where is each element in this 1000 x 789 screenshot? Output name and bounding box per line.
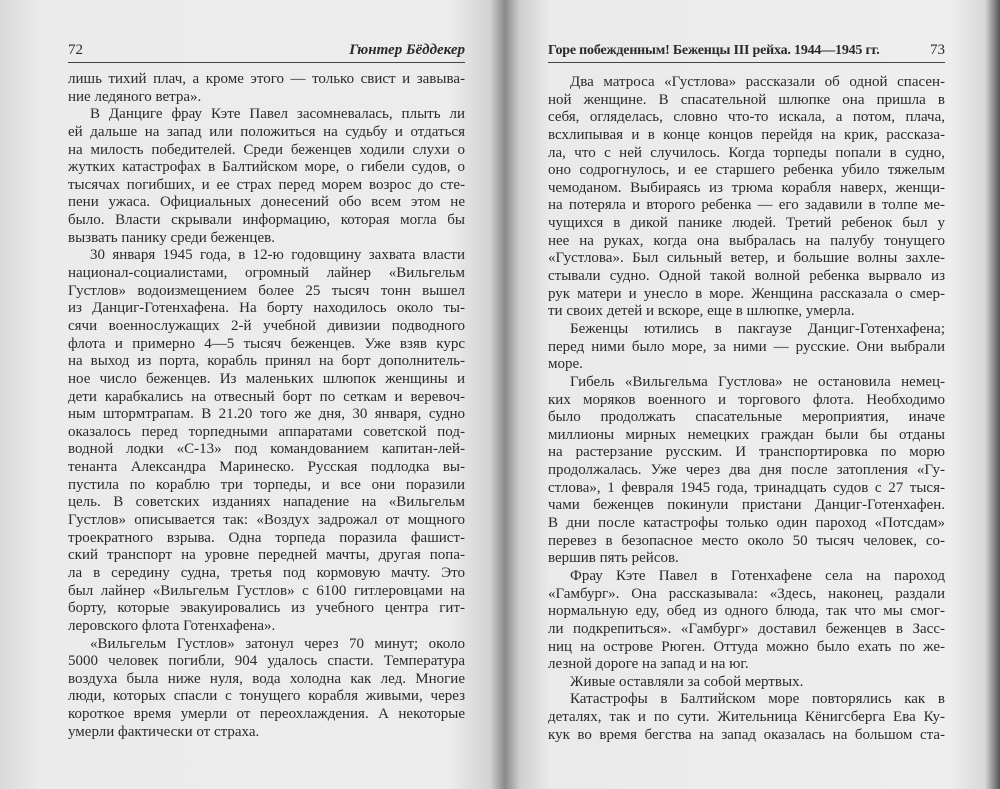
text-line: цель. В советских изданиях нападение на «Вильгельм [68,494,465,511]
text-line: пустила по кораблю три торпеды, и все они поразили [68,476,465,493]
text-line: перед ними было море, за ними — русские. Они выбрали [548,338,945,355]
text-line: Живые оставляли за собой мертвых. [570,673,804,690]
text-line: «Густлова». Был сильный ветер, и большие волны захле- [548,250,945,267]
paragraph [548,74,945,321]
paragraph [548,568,945,674]
text-line: чущихся в дикой панике людей. Третий ребенок был у [548,215,945,232]
text-line: флота и примерно 4—5 тысяч беженцев. Уже взяв курс [68,335,465,352]
text-line: тысячах погибших, и ее страх перед морем возрос до сте- [68,176,465,193]
paragraph [548,674,945,692]
text-line: леровского флота Готенхафена». [68,617,276,634]
text-line: ное число беженцев. Из маленьких шлюпок женщины и [68,370,465,387]
text-line: ский транспорт на уровне передней мачты, другая попа- [68,547,465,564]
text-line: лишь тихий плач, а кроме этого — только свист и завыва- [68,71,465,87]
text-line: «Гамбург». Она рассказывала: «Здесь, наконец, раздали [548,585,945,602]
text-line: троекратного взрыва. Одна торпеда поразила фашист- [68,529,465,546]
text-line: на растерзание русским. И транспортировка по морю [548,444,945,461]
text-line: дети карабкались на отвесный борт по сеткам и веревоч- [68,388,465,405]
text-line: В дни после катастрофы только один пароход «Потсдам» [548,515,945,532]
text-line: ей дальше на запад или положиться на судьбу и отдаться [68,123,465,140]
text-line: водной лодки «С-13» под командованием капитан-лей- [68,441,465,458]
text-line: ла в середину судна, третья под кормовую мачту. Это [68,564,465,581]
left-page-header [68,40,465,63]
text-line: оно содрогнулось, и ее старшего ребенка убило тяжелым [548,162,945,179]
page-number: 73 [930,42,945,58]
text-line: из Данциг-Готенхафена. На борту находилось около ты- [68,300,465,317]
text-line: нее на руках, когда она выбралась на палубу тонущего [548,232,945,249]
paragraph [548,321,945,374]
paragraph [68,106,465,247]
text-line: 5000 человек погибли, 904 удалось спасти. Температура [68,653,465,670]
text-line: тенанта Александра Маринеско. Русская подлодка вы- [68,459,465,476]
text-line: ной женщине. В спасательной шлюпке она пришла в [548,91,945,108]
text-line: вершив пять рейсов. [548,550,679,567]
right-page-header [548,40,945,63]
text-line: на милость победителей. Среди беженцев ходили слухи о [68,141,465,158]
text-line: ным штормтрапам. В 21.20 того же дня, 30 января, судно [68,406,465,423]
paragraph [68,71,465,106]
text-line: ли подкрепиться». «Гамбург» доставил беженцев в Засс- [548,620,945,637]
text-line: умерли фактически от страха. [68,723,260,740]
text-line: рук матери и унесло в море. Женщина рассказала о смер- [548,285,945,302]
text-line: жутких катастрофах в Балтийском море, о гибели судов, о [68,159,465,176]
running-head: Гюнтер Бёддекер [349,42,465,58]
text-line: стывали судно. Одной такой волной ребенка вырвало из [548,268,945,285]
text-line: был лайнер «Вильгельм Густлов» с 6100 гитлеровцами на [68,582,465,599]
text-line: В Данциге фрау Кэте Павел засомневалась, плыть ли [90,106,465,123]
text-line: ние ледяного ветра». [68,88,202,105]
paragraph [548,691,945,744]
text-line: Густлов» описывается так: «Воздух задрожал от мощного [68,512,465,529]
text-line: ких моряков военного и торгового флота. Необходимо [548,391,945,408]
text-line: ти своих детей и вскоре, еще в шлюпке, умерла. [548,303,855,320]
text-line: люди, которых спасли с тонущего корабля живыми, через [68,688,465,705]
right-page-body [548,74,945,744]
text-line: себя, огляделась, словно что-то искала, а потом, плача, [548,109,945,126]
text-line: вызвать панику среди беженцев. [68,229,275,246]
text-line: перевез в безопасное место около 50 тысяч человек, со- [548,532,945,549]
text-line: сячи военнослужащих 2-й учебной дивизии подводного [68,317,465,334]
text-line: кук во время бегства на запад оказалась на большом ста- [548,726,945,743]
text-line: воздуха была ниже нуля, вода холодна как лед. Многие [68,670,465,687]
left-page-body [68,71,465,741]
text-line: ла, что с ней случилось. Когда торпеды попали в судно, [548,144,945,161]
text-line: на выход из порта, корабль принял на борт дополнитель- [68,353,465,370]
text-line: 30 января 1945 года, в 12-ю годовщину захвата власти [90,247,465,264]
text-line: ниц на острове Рюген. Оттуда можно было ехать по же- [548,638,945,655]
text-line: Беженцы ютились в пакгаузе Данциг-Готенхафена; [570,320,945,337]
text-line: «Вильгельм Густлов» затонул через 70 минут; около [90,635,465,652]
paragraph [68,636,465,742]
text-line: лезной дороге на запад и на юг. [548,656,749,673]
text-line: Катастрофы в Балтийском море повторялись как в [570,691,945,708]
text-line: Гибель «Вильгельма Густлова» не остановила немец- [570,373,945,390]
text-line: Два матроса «Густлова» рассказали об одной спасен- [570,74,945,90]
text-line: стлова», 1 февраля 1945 года, тринадцать судов с 27 тыся- [548,479,945,496]
running-head: Горе побежденным! Беженцы III рейха. 1944—1945 гг. [548,43,880,58]
text-line: короткое время умерли от переохлаждения. А некоторые [68,706,465,723]
text-line: было. Власти скрывали информацию, которая могла бы [68,212,465,229]
text-line: на потеряла и второго ребенка — его задавили в толпе ме- [548,197,945,214]
text-line: борту, которые эвакуировались из учебного центра гит- [68,600,465,617]
text-line: чемоданом. Выбираясь из трюма корабля наверх, женщи- [548,179,945,196]
text-line: чами беженцев покинули пристани Данциг-Готенхафен. [548,497,945,514]
text-line: пени ужаса. Официальных донесений обо всем этом не [68,194,465,211]
text-line: продолжалась. Уже через два дня после затопления «Гу- [548,462,945,479]
page-number: 72 [68,42,83,58]
text-line: Густлов» водоизмещением более 25 тысяч тонн вышел [68,282,465,299]
text-line: всхлипывая и в конце концов перейдя на крик, рассказа- [548,126,945,143]
text-line: море. [548,356,583,373]
text-line: национал-социалистами, огромный лайнер «Вильгельм [68,265,465,282]
text-line: миллионы мирных немецких граждан были бы отданы [548,426,945,443]
text-line: оказалось перед торпедными аппаратами советской под- [68,423,465,440]
text-line: Фрау Кэте Павел в Готенхафене села на пароход [570,567,945,584]
paragraph [68,247,465,635]
text-line: деталях, так и по сути. Жительница Кёнигсберга Ева Ку- [548,709,945,726]
text-line: было продолжать спасательные мероприятия, иначе [548,409,945,426]
paragraph [548,374,945,568]
text-line: нормальную еду, обед из одного блюда, так что мы смог- [548,603,945,620]
